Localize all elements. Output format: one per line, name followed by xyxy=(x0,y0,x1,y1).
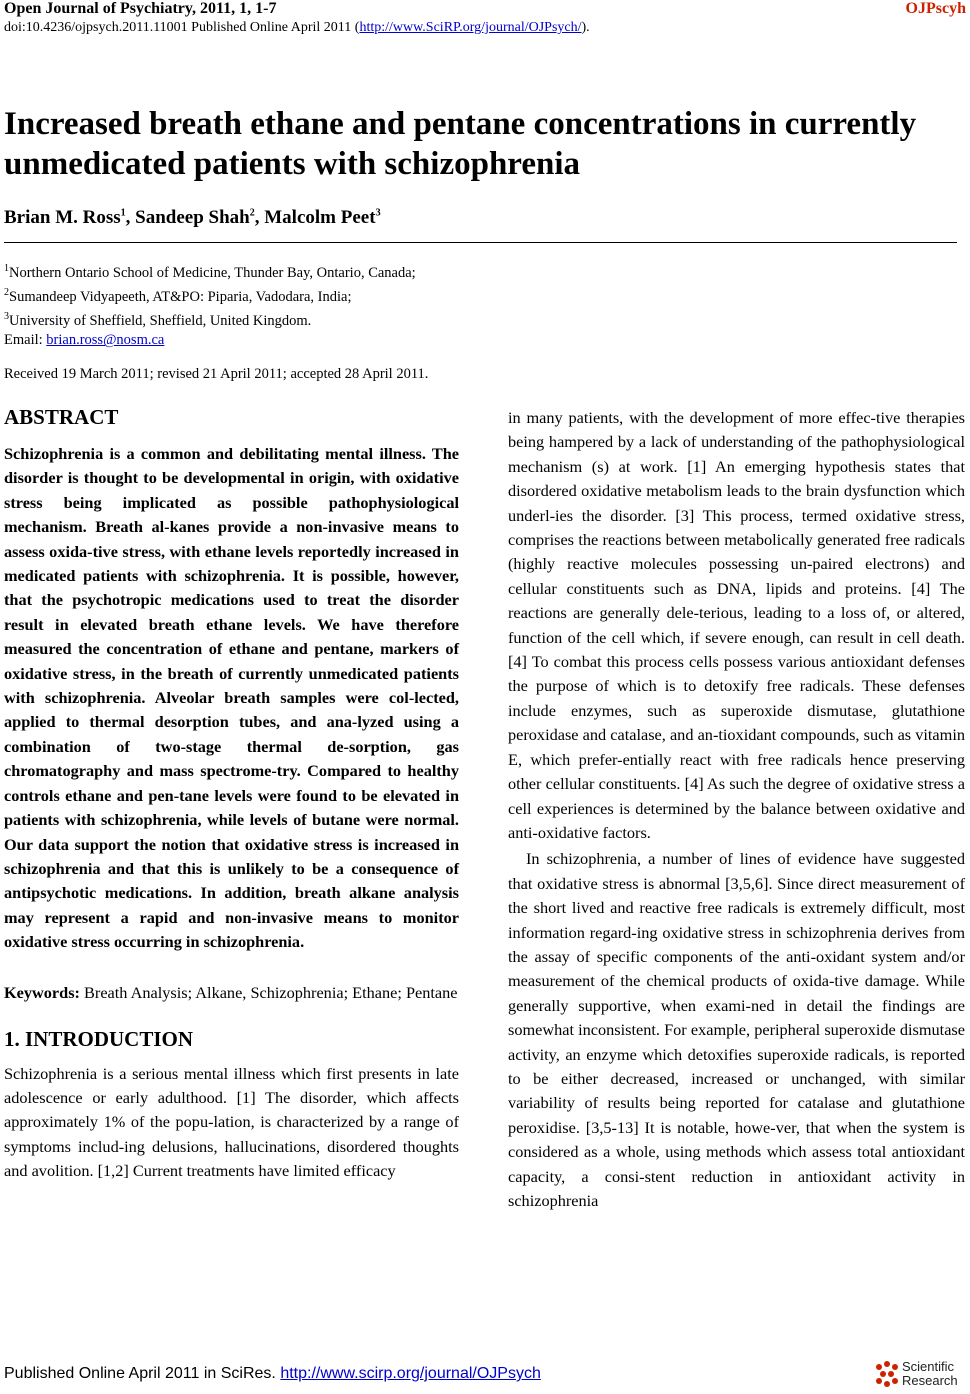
author-separator: , xyxy=(125,207,136,228)
logo-icon xyxy=(872,1358,902,1392)
affiliation-superscript: 3 xyxy=(4,310,9,322)
author-name: Sandeep Shah xyxy=(135,207,250,228)
intro-paragraph-2: in many patients, with the development of more effec-tive therapies being hampered by a lack of understanding of the pathophysiological mechanism (s) at work. [1] An emerging hypothesis states that disordered oxidative metabolism leads to the brain dysfunction which underl-ies the disorder. [3] This process, termed oxidative stress, comprises the reactions between metabolically generated free radicals (highly reactive molecules possessing un-paired electrons) and cellular constituents such as DNA, lipids and proteins. [4] The reactions are generally dele-terious, leading to a loss of, or altered, function of the cell which, if severe enough, can result in cell death. [4] To combat this process cells possess various antioxidant defenses the purpose of which is to detoxify free radicals. These defenses include enzymes, such as superoxide dismutase, glutathione peroxidase and catalase, and an-tioxidant compounds, such as vitamin E, which prefer-entially react with free radicals hence preserving other cellular constituents. [4] As such the degree of oxidative stress a cell experiences is determined by the balance between oxidative and anti-oxidative factors. xyxy=(508,408,965,842)
right-column xyxy=(508,406,965,1213)
author-superscript: 1 xyxy=(120,207,126,219)
intro-paragraph-1: Schizophrenia is a serious mental illness which first presents in late adolescence or early adulthood. [1] The disorder, which affects approximately 1% of the popu-lation, is characterized by a range of symptoms includ-ing delusions, hallucinations, disordered thoughts and avolition. [1,2] Current treatments have limited efficacy xyxy=(4,1063,459,1181)
affiliation-superscript: 2 xyxy=(4,286,9,298)
journal-name: Open Journal of Psychiatry, 2011, 1, 1-7 xyxy=(4,0,277,17)
author-name: Brian M. Ross xyxy=(4,207,121,228)
scientific-research-logo xyxy=(872,1358,964,1392)
affiliation-text: University of Sheffield, Sheffield, United Kingdom. xyxy=(9,312,312,329)
affiliation-superscript: 1 xyxy=(4,263,9,274)
footer-link[interactable]: http://www.scirp.org/journal/OJPsych xyxy=(280,1365,541,1382)
email-line xyxy=(4,330,416,350)
logo-wordmark xyxy=(902,1360,958,1388)
doi-suffix: ). xyxy=(581,20,590,35)
affiliation-text: Sumandeep Vidyapeeth, AT&PO: Piparia, Vadodara, India; xyxy=(9,288,352,305)
journal-link[interactable]: http://www.SciRP.org/journal/OJPsych/ xyxy=(359,20,582,35)
logo-line-2: Research xyxy=(902,1373,958,1388)
footer-text: Published Online April 2011 in SciRes. xyxy=(4,1365,281,1382)
left-column xyxy=(4,405,459,1184)
keywords-label: Keywords: xyxy=(4,982,80,1002)
intro-paragraph-3: In schizophrenia, a number of lines of evidence have suggested that oxidative stress is abnormal [3,5,6]. Since direct measurement of the short lived and reactive free radicals is extremely difficult, most information regard-ing oxidative stress in schizophrenia derives from the assay of specific components of the anti-oxidant system and/or measurement of the chemical products of oxida-tive damage. While generally supportive, when exami-ned in detail the findings are somewhat inconsistent. For example, peripheral superoxide dismutase activity, an enzyme which detoxifies superoxide radicals, is reported to be either decreased, increased or unchanged, with similar variability of results being reported for catalase and glutathione peroxidise. [3,5-13] It is notable, howe-ver, that when the system is considered as a whole, using methods which assess total antioxidant capacity, a consi-stent reduction in antioxidant activity in schizophrenia xyxy=(508,849,965,1210)
affiliation-line xyxy=(4,283,416,307)
author-list xyxy=(4,207,381,229)
author-separator: , xyxy=(254,207,265,228)
email-link[interactable]: brian.ross@nosm.ca xyxy=(46,332,165,349)
affiliation-text: Northern Ontario School of Medicine, Thunder Bay, Ontario, Canada; xyxy=(9,264,416,281)
header-divider xyxy=(4,242,957,243)
affiliation-line xyxy=(4,259,416,283)
logo-line-1: Scientific xyxy=(902,1359,955,1374)
email-label: Email: xyxy=(4,332,47,349)
keywords-text: Breath Analysis; Alkane, Schizophrenia; Ethane; Pentane xyxy=(79,982,458,1002)
author-superscript: 2 xyxy=(249,207,255,219)
footer xyxy=(4,1365,541,1383)
introduction-heading: 1. INTRODUCTION xyxy=(4,1026,194,1051)
keywords xyxy=(4,981,459,1005)
doi-line xyxy=(4,20,590,36)
journal-abbreviation: OJPscyh xyxy=(905,0,966,17)
doi-text: doi:10.4236/ojpsych.2011.11001 Published Online April 2011 ( xyxy=(4,20,360,35)
received-dates: Received 19 March 2011; revised 21 April 2011; accepted 28 April 2011. xyxy=(4,366,429,382)
affiliations xyxy=(4,259,416,350)
abstract-heading: ABSTRACT xyxy=(4,405,119,429)
abstract-text: Schizophrenia is a common and debilitating mental illness. The disorder is thought to be developmental in origin, with oxidative stress being implicated as possible pathophysiological mechanism. Breath al-kanes provide a non-invasive means to assess oxida-tive stress, with ethane levels reportedly increased in medicated patients with schizophrenia. It is possible, however, that the psychotropic medications used to treat the disorder result in elevated breath ethane levels. We have therefore measured the concentration of ethane and pentane, markers of oxidative stress, in the breath of currently unmedicated patients with schizophrenia. Alveolar breath samples were col-lected, applied to thermal desorption tubes, and ana-lyzed using a combination of two-stage thermal de-sorption, gas chromatography and mass spectrome-try. Compared to healthy controls ethane and pen-tane levels were found to be elevated in patients with schizophrenia, while levels of butane were normal. Our data support the notion that oxidative stress is increased in schizophrenia and that this is unlikely to be a consequence of antipsychotic medications. In addition, breath alkane analysis may represent a rapid and non-invasive means to monitor oxidative stress occurring in schizophrenia. xyxy=(4,444,459,952)
paper-title: Increased breath ethane and pentane concentrations in currently unmedicated patients with schizophrenia xyxy=(4,106,917,182)
affiliation-line xyxy=(4,307,416,331)
author-superscript: 3 xyxy=(375,207,381,219)
author-name: Malcolm Peet xyxy=(264,207,376,228)
